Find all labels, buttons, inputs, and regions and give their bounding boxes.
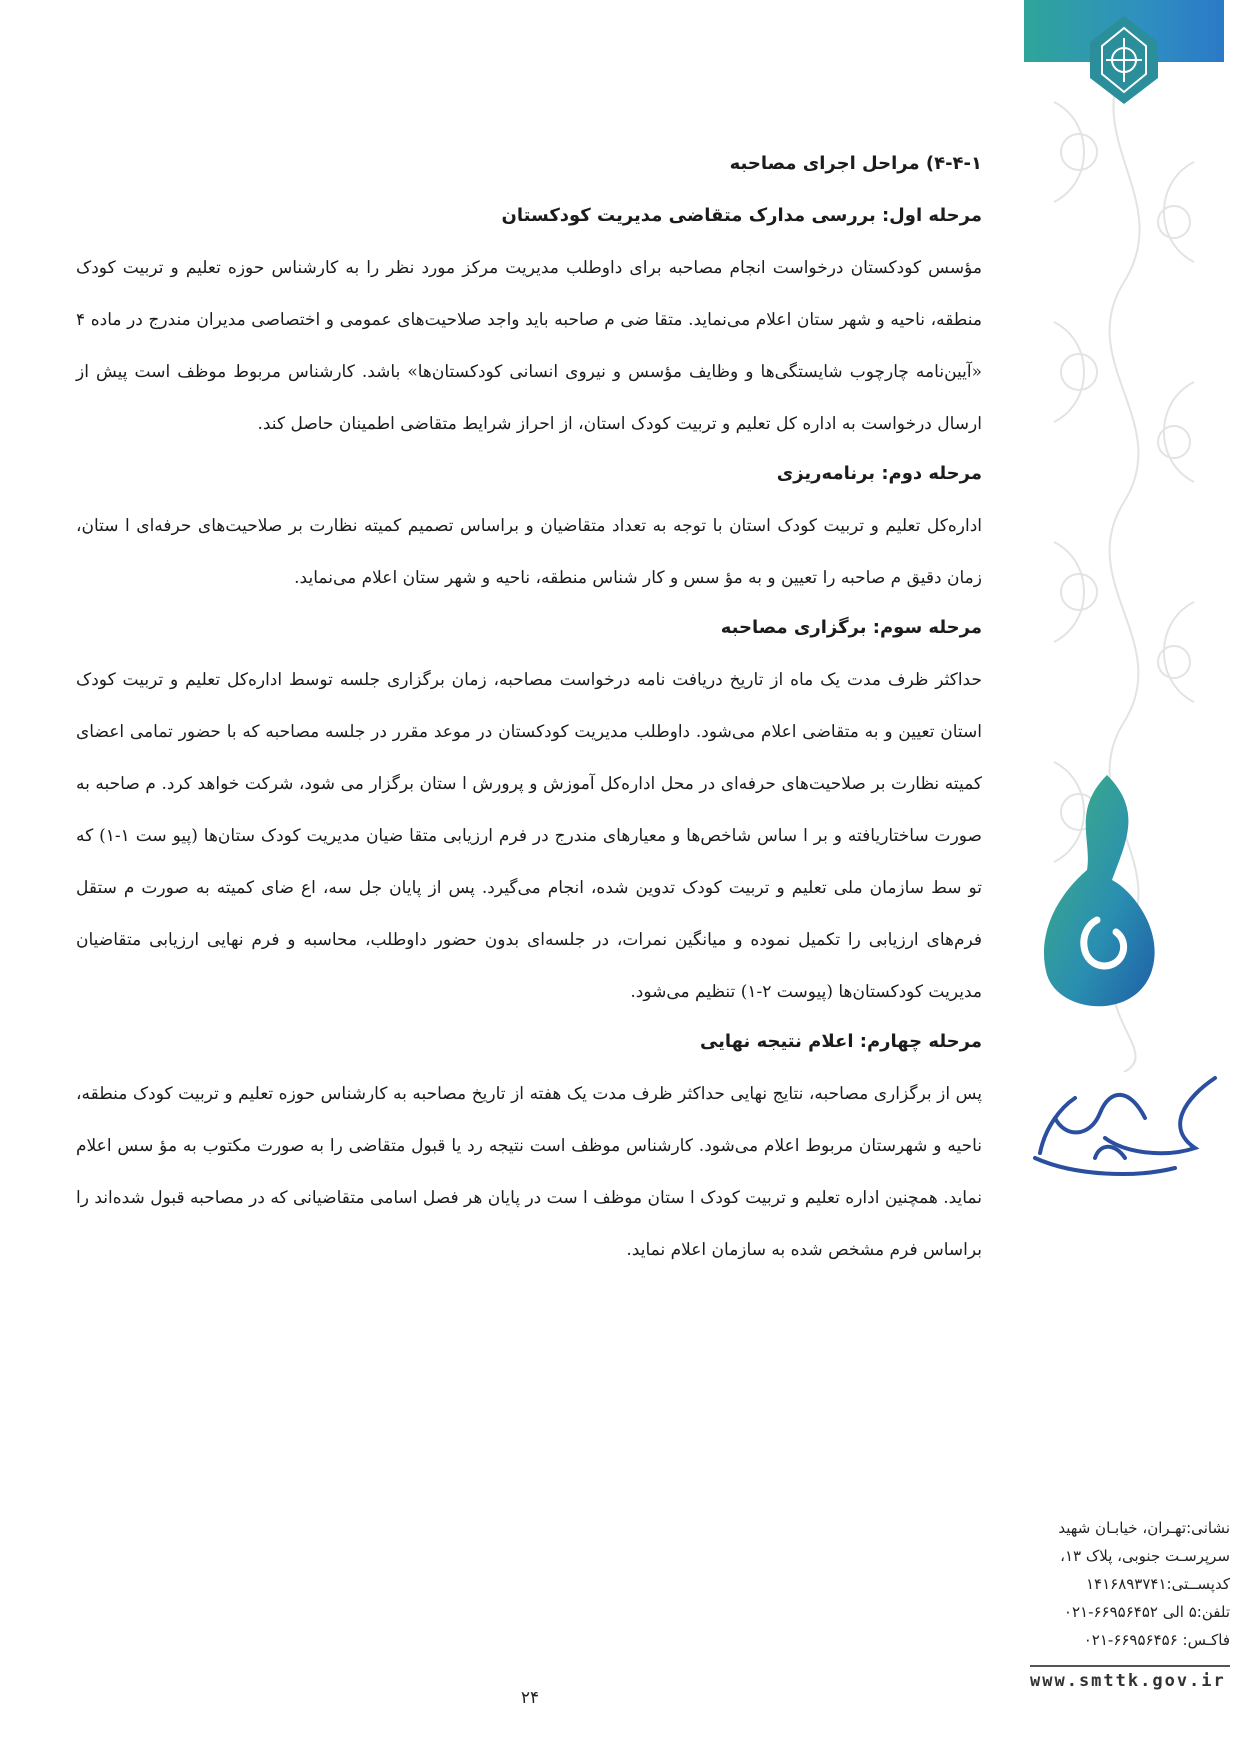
contact-address-line: سرپرسـت جنوبی، پلاک ۱۳، (1060, 1547, 1230, 1565)
contact-address-line: نشانی:تهـران، خیابـان شهید (1058, 1519, 1230, 1537)
contact-phone: تلفن:۵ الی ۶۶۹۵۶۴۵۲-۰۲۱ (1063, 1603, 1230, 1621)
stage-paragraph: اداره‌کل تعلیم و تربیت کودک استان با توجه به تعداد متقاضیان و براساس تصمیم کمیته نظارت بر صلاحیت‌های حرفه‌ای ا ستان، زمان دقیق م صاحبه را تعیین و به مؤ سس و کار شناس منطقه، ناحیه و شهر ستان اعلام می‌نماید. (76, 516, 982, 588)
contact-fax: فاکـس: ۶۶۹۵۶۴۵۶-۰۲۱ (1083, 1631, 1230, 1649)
stage-title: مرحله سوم: برگزاری مصاحبه (720, 617, 982, 638)
drop-logo-icon (1032, 770, 1162, 1020)
page-number: ۲۴ (520, 1688, 540, 1708)
stage-title: مرحله اول: بررسی مدارک متقاضی مدیریت کودکستان (501, 205, 982, 226)
contact-postal-code: کدپســتی:۱۴۱۶۸۹۳۷۴۱ (1085, 1575, 1230, 1593)
contact-info (1030, 1514, 1230, 1654)
organization-calligraphy-logo (1015, 1058, 1225, 1188)
stage-title: مرحله دوم: برنامه‌ریزی (776, 463, 982, 484)
section-title: ۴-۴-۱) مراحل اجرای مصاحبه (729, 153, 982, 174)
emblem-icon (1084, 12, 1164, 108)
stage-paragraph: پس از برگزاری مصاحبه، نتایج نهایی حداکثر ظرف مدت یک هفته از تاریخ مصاحبه به کارشناس حوزه تعلیم و تربیت کودک منطقه، ناحیه و شهرستان مربوط اعلام می‌شود. کارشناس موظف است نتیجه رد یا قبول متقاضی را به صورت مکتوب به مؤ سس اعلام نماید. همچنین اداره تعلیم و تربیت کودک ا ستان موظف ا ست در پایان هر فصل اسامی متقاضیانی که در مصاحبه قبول شده‌اند را براساس فرم مشخص شده به سازمان اعلام نماید. (76, 1084, 982, 1260)
website-link[interactable]: www.smttk.gov.ir (1030, 1665, 1230, 1691)
main-content (76, 150, 982, 1286)
stage-title: مرحله چهارم: اعلام نتیجه نهایی (699, 1031, 982, 1052)
stage-paragraph: مؤسس کودکستان درخواست انجام مصاحبه برای داوطلب مدیریت مرکز مورد نظر را به کارشناس حوزه تعلیم و تربیت کودک منطقه، ناحیه و شهر ستان اعلام می‌نماید. متقا ضی م صاحبه باید واجد صلاحیت‌های عمومی و اختصاصی مدیران مندرج در ماده ۴ «آیین‌نامه چارچوب شایستگی‌ها و وظایف مؤسس و نیروی انسانی کودکستان‌ها» باشد. کارشناس مربوط موظف است پیش از ارسال درخواست به اداره کل تعلیم و تربیت کودک استان، از احراز شرایط متقاضی اطمینان حاصل کند. (76, 258, 982, 434)
stage-paragraph: حداکثر ظرف مدت یک ماه از تاریخ دریافت نامه درخواست مصاحبه، زمان برگزاری جلسه توسط اداره‌کل تعلیم و تربیت کودک استان تعیین و به متقاضی اعلام می‌شود. داوطلب مدیریت کودکستان در موعد مقرر در جلسه مصاحبه که با حضور تمامی اعضای کمیته نظارت بر صلاحیت‌های حرفه‌ای در محل اداره‌کل آموزش و پرورش ا ستان برگزار می شود، شرکت خواهد کرد. م صاحبه به صورت ساختاریافته و بر ا ساس شاخص‌ها و معیارهای مندرج در فرم ارزیابی متقا ضیان مدیریت کودک ستان‌ها (پیو ست ۱-۱) که تو سط سازمان ملی تعلیم و تربیت کودک تدوین شده، انجام می‌گیرد. پس از پایان جل سه، اع ضای کمیته به صورت م ستقل فرم‌های ارزیابی را تکمیل نموده و میانگین نمرات، در جلسه‌ای بدون حضور داوطلب، محاسبه و فرم نهایی ارزیابی متقاضیان مدیریت کودکستان‌ها (پیوست ۲-۱) تنظیم می‌شود. (76, 670, 982, 1002)
